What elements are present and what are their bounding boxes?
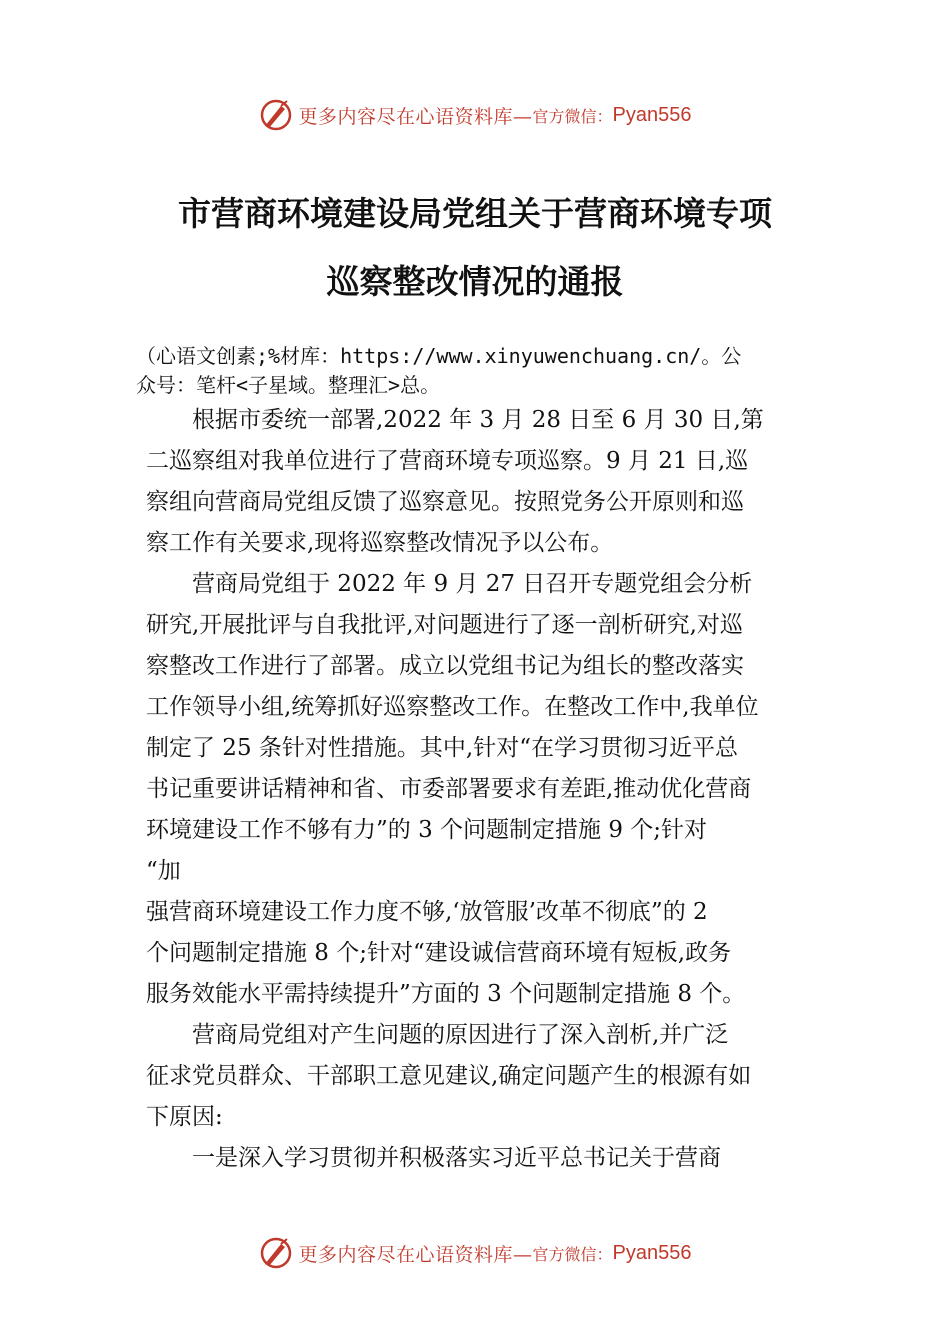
body-line: 服务效能水平需持续提升”方面的 3 个问题制定措施 8 个。 bbox=[146, 981, 746, 1007]
pen-in-circle-icon bbox=[259, 1236, 293, 1270]
source-note-line: （心语文创素;%材库：https://www.xinyuwenchuang.cn/。公 bbox=[136, 344, 742, 368]
body-line: 二巡察组对我单位进行了营商环境专项巡察。9 月 21 日,巡 bbox=[146, 448, 749, 474]
watermark-text: 更多内容尽在心语资料库— bbox=[298, 1243, 533, 1266]
body-line: 研究,开展批评与自我批评,对问题进行了逐一剖析研究,对巡 bbox=[146, 612, 743, 638]
source-note-line: 众号：笔杆<子星域。整理汇>总。 bbox=[136, 373, 441, 397]
body-line: 一是深入学习贯彻并积极落实习近平总书记关于营商 bbox=[192, 1145, 721, 1171]
wechat-id: Pyan556 bbox=[612, 1241, 692, 1264]
wechat-id: Pyan556 bbox=[612, 103, 692, 126]
body-line: 营商局党组于 2022 年 9 月 27 日召开专题党组会分析 bbox=[192, 571, 753, 597]
body-line: 环境建设工作不够有力”的 3 个问题制定措施 9 个;针对 bbox=[146, 817, 708, 843]
pen-in-circle-icon bbox=[259, 98, 293, 132]
body-line: 营商局党组对产生问题的原因进行了深入剖析,并广泛 bbox=[192, 1022, 729, 1048]
body-line: 制定了 25 条针对性措施。其中,针对“在学习贯彻习近平总 bbox=[146, 735, 738, 761]
document-title-line2: 巡察整改情况的通报 bbox=[326, 262, 624, 301]
watermark-text: 更多内容尽在心语资料库— bbox=[298, 105, 533, 128]
body-line: 强营商环境建设工作力度不够,‘放管服’改革不彻底”的 2 bbox=[146, 899, 708, 925]
document-title-line1: 市营商环境建设局党组关于营商环境专项 bbox=[178, 194, 772, 233]
body-line: 察组向营商局党组反馈了巡察意见。按照党务公开原则和巡 bbox=[146, 489, 744, 515]
body-line: 工作领导小组,统筹抓好巡察整改工作。在整改工作中,我单位 bbox=[146, 694, 759, 720]
body-line: 下原因: bbox=[146, 1104, 223, 1130]
body-line: “加 bbox=[146, 858, 181, 884]
watermark-banner-bottom bbox=[0, 1228, 950, 1278]
body-line: 书记重要讲话精神和省、市委部署要求有差距,推动优化营商 bbox=[146, 776, 752, 802]
body-line: 察整改工作进行了部署。成立以党组书记为组长的整改落实 bbox=[146, 653, 744, 679]
wechat-label: 官方微信： bbox=[532, 1244, 613, 1264]
body-line: 根据市委统一部署,2022 年 3 月 28 日至 6 月 30 日,第 bbox=[192, 407, 764, 433]
body-line: 个问题制定措施 8 个;针对“建设诚信营商环境有短板,政务 bbox=[146, 940, 732, 966]
wechat-label: 官方微信： bbox=[532, 106, 613, 126]
body-line: 征求党员群众、干部职工意见建议,确定问题产生的根源有如 bbox=[146, 1063, 752, 1089]
body-line: 察工作有关要求,现将巡察整改情况予以公布。 bbox=[146, 530, 614, 556]
document-body bbox=[146, 400, 806, 1179]
watermark-banner-top bbox=[0, 90, 950, 140]
source-note bbox=[136, 342, 836, 400]
